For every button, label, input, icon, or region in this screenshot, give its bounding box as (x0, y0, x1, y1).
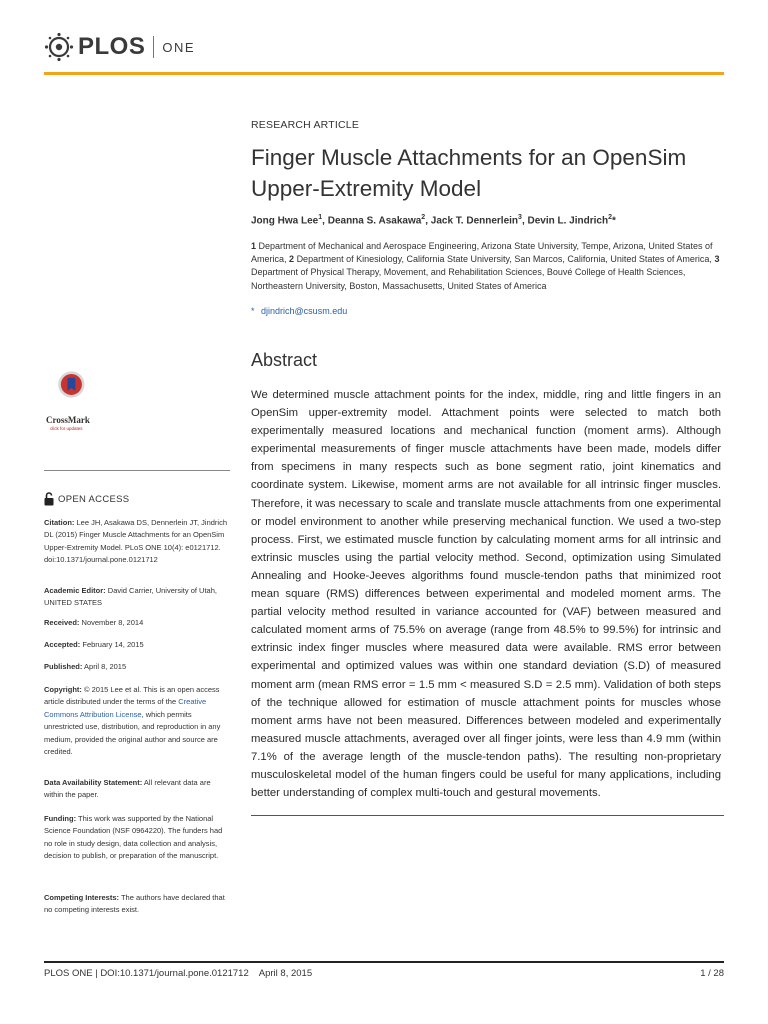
plos-wordmark: PLOS (78, 33, 146, 60)
open-access-label: OPEN ACCESS (58, 493, 130, 505)
affiliation-number: 2 (289, 254, 295, 265)
corresponding-author-marker: * (611, 215, 616, 227)
author-separator: , (521, 215, 528, 227)
footer-citation: PLOS ONE | DOI:10.1371/journal.pone.0121712 April 8, 2015 (44, 968, 313, 979)
competing-interests-label: Competing Interests: (44, 893, 120, 902)
citation-block (44, 517, 230, 567)
plos-logo-icon (44, 32, 74, 62)
abstract-heading: Abstract (251, 350, 318, 370)
editor-text: David Carrier, University of Utah, UNITED STATES (44, 586, 217, 608)
affiliation-text: Department of Kinesiology, California State University, San Marcos, California, United States of America, (296, 254, 712, 265)
page-header (0, 0, 768, 74)
footer-rule (44, 961, 724, 963)
editor-block (44, 585, 230, 610)
author-affiliation-ref: 1 (318, 214, 323, 221)
author-separator: , (322, 215, 328, 227)
copyright-block (44, 684, 230, 758)
citation-label: Citation: (44, 518, 75, 527)
title-line-2: Upper-Extremity Model (251, 176, 482, 201)
crossmark-icon[interactable] (44, 370, 104, 416)
author-separator: , (425, 215, 431, 227)
open-lock-icon (44, 492, 54, 506)
competing-interests-block (44, 892, 230, 917)
funding-text: This work was supported by the National Science Foundation (NSF 0964220). The funders had no role in study design, data collection and analysis, decision to publish, or preparation of the manuscript. (44, 814, 223, 861)
affiliation-number: 3 (714, 254, 720, 265)
copyright-label: Copyright: (44, 685, 82, 694)
accepted-block (44, 639, 230, 651)
affiliation-text: Department of Mechanical and Aerospace Engineering, Arizona State University, Tempe, Arizona, United States of America, (251, 241, 713, 265)
accepted-date: February 14, 2015 (82, 640, 144, 649)
author-name: Devin L. Jindrich (527, 215, 609, 227)
cc-license-link[interactable]: Creative Commons Attribution License (44, 697, 207, 719)
plos-one-logo[interactable] (44, 32, 195, 62)
page-number: 1 / 28 (700, 968, 724, 979)
author-affiliation-ref: 2 (608, 214, 612, 221)
journal-suffix: ONE (162, 39, 196, 55)
affiliation-number: 1 (251, 241, 257, 251)
accepted-label: Accepted: (44, 640, 81, 649)
data-availability-block (44, 777, 230, 802)
citation-text: Lee JH, Asakawa DS, Dennerlein JT, Jindrich DL (2015) Finger Muscle Attachments for an OpenSim Upper-Extremity Model. PLoS ONE 10(4): e0121712. doi:10.1371/journal.pone.0121712 (44, 518, 228, 565)
logo-divider (153, 36, 154, 58)
crossmark-sublabel[interactable]: click for updates (50, 426, 83, 431)
sidebar-divider (44, 470, 230, 471)
affiliations (251, 240, 724, 293)
received-label: Received: (44, 618, 80, 627)
funding-block (44, 813, 230, 863)
author-name: Deanna S. Asakawa (327, 215, 422, 227)
copyright-text: © 2015 Lee et al. This is an open access article distributed under the terms of the (44, 685, 220, 707)
article-title (251, 142, 724, 204)
author-name: Jong Hwa Lee (251, 215, 319, 227)
received-date: November 8, 2014 (81, 618, 144, 627)
abstract-divider (251, 815, 724, 816)
title-line-1: Finger Muscle Attachments for an OpenSim (251, 145, 687, 170)
author-list (251, 214, 724, 226)
author-affiliation-ref: 3 (518, 214, 522, 221)
received-block (44, 617, 230, 629)
email-marker: * (251, 306, 255, 316)
author-name: Jack T. Dennerlein (430, 215, 519, 227)
published-block (44, 661, 230, 673)
abstract-body: We determined muscle attachment points for the index, middle, ring and little fingers in an OpenSim upper-extremity model. Attachment points were selected to match both experimentally measured locations and mechanical function (moment arms). Although experimental measurements of finger muscle attachments have been made, models differ from specimens in many respects such as bone segment ratio, joint kinematics and coordinate system. Likewise, moment arms are not available for all intrinsic finger muscles. Therefore, it was necessary to scale and translate muscle attachments from one experimental or model environment to another while preserving mechanical function. We used a two-step process. First, we estimated muscle function by calculating moment arms for all intrinsic and extrinsic muscles using the partial velocity method. Second, optimization using Simulated Annealing and Hooke-Jeeves algorithms found muscle-tendon paths that minimized root mean square (RMS) differences between experimental and modeled moment arms. The partial velocity method resulted in variance accounted for (VAF) between measured and calculated moment arms of 75.5% on average (range from 48.5% to 99.5%) for intrinsic and extrinsic index finger muscles where measured data were available. RMS error between experimental and optimized values was within one standard deviation (S.D) of measured moment arm (mean RMS error = 1.5 mm < measured S.D = 2.5 mm). Validation of both steps of the technique allowed for estimation of muscle attachment points for muscles whose moment arms have not been measured. Differences between modeled and experimentally measured muscle attachments, averaged over all finger joints, were less than 4.9 mm (within 7.1% of the average length of the muscle-tendon paths). The resulting non-proprietary musculoskeletal model of the human fingers could be useful for many applications, including better understanding of complex multi-touch and gestural movements. (251, 389, 721, 800)
header-accent-rule (44, 72, 724, 75)
editor-label: Academic Editor: (44, 586, 106, 595)
copyright-text-end: , which permits unrestricted use, distribution, and reproduction in any medium, provided the original author and source are credited. (44, 709, 221, 757)
competing-interests-text: The authors have declared that no competing interests exist. (44, 893, 225, 915)
article-type: RESEARCH ARTICLE (251, 119, 360, 131)
corresponding-email (251, 306, 724, 316)
data-availability-text: All relevant data are within the paper. (44, 778, 211, 800)
published-date: April 8, 2015 (84, 662, 127, 671)
author-affiliation-ref: 2 (421, 214, 426, 221)
open-access-badge (44, 492, 129, 506)
data-availability-label: Data Availability Statement: (44, 778, 143, 787)
crossmark-label[interactable]: CrossMark (46, 415, 90, 425)
email-link[interactable]: djindrich@csusm.edu (261, 306, 348, 316)
funding-label: Funding: (44, 814, 77, 823)
affiliation-text: Department of Physical Therapy, Movement, and Rehabilitation Sciences, Bouvé College of Health Sciences, Northeastern University, Boston, Massachusetts, United States of America (251, 267, 686, 291)
published-label: Published: (44, 662, 83, 671)
